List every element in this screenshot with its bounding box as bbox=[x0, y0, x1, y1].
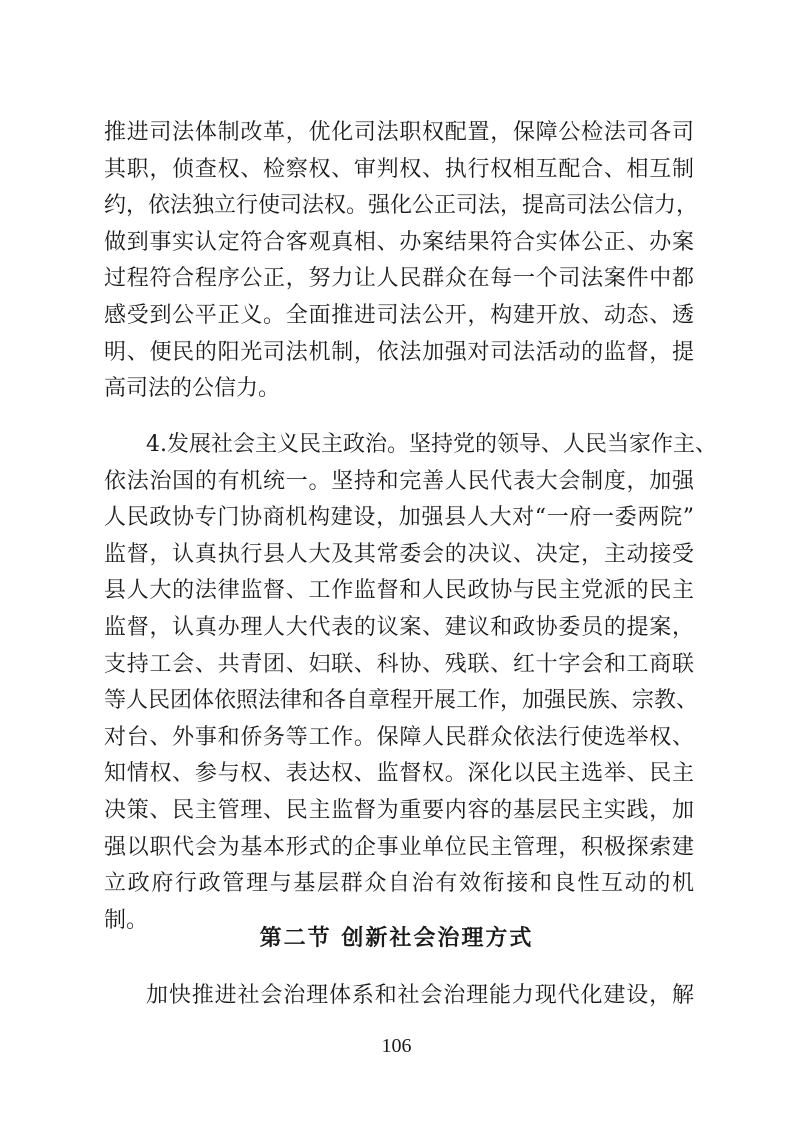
paragraph-line: 立政府行政管理与基层群众自治有效衔接和良性互动的机 bbox=[104, 871, 694, 896]
paragraph-line: 县人大的法律监督、工作监督和人民政协与民主党派的民主 bbox=[104, 578, 694, 603]
paragraph-line: 加快推进社会治理体系和社会治理能力现代化建设，解 bbox=[146, 983, 694, 1008]
paragraph-line: 做到事实认定符合客观真相、办案结果符合实体公正、办案 bbox=[104, 230, 694, 255]
paragraph-line: 监督，认真执行县人大及其常委会的决议、决定，主动接受 bbox=[104, 542, 694, 567]
paragraph-line: 4.发展社会主义民主政治。坚持党的领导、人民当家作主、 bbox=[146, 432, 717, 457]
section-heading: 第二节 创新社会治理方式 bbox=[259, 926, 534, 951]
paragraph-line: 人民政协专门协商机构建设，加强县人大对“一府一委两院” bbox=[104, 505, 694, 530]
paragraph-line: 明、便民的阳光司法机制，依法加强对司法活动的监督，提 bbox=[104, 340, 694, 365]
paragraph-line: 依法治国的有机统一。坚持和完善人民代表大会制度，加强 bbox=[104, 469, 694, 494]
page-number: 106 bbox=[381, 1035, 412, 1057]
paragraph-line: 知情权、参与权、表达权、监督权。深化以民主选举、民主 bbox=[104, 761, 694, 786]
paragraph-line: 高司法的公信力。 bbox=[104, 376, 281, 401]
paragraph-line: 过程符合程序公正，努力让人民群众在每一个司法案件中都 bbox=[104, 266, 694, 291]
paragraph-line: 监督，认真办理人大代表的议案、建议和政协委员的提案， bbox=[104, 615, 694, 640]
paragraph-line: 等人民团体依照法律和各自章程开展工作，加强民族、宗教、 bbox=[104, 688, 699, 713]
paragraph-line: 感受到公平正义。全面推进司法公开，构建开放、动态、透 bbox=[104, 303, 694, 328]
paragraph-line: 决策、民主管理、民主监督为重要内容的基层民主实践，加 bbox=[104, 798, 694, 823]
paragraph-line: 强以职代会为基本形式的企事业单位民主管理，积极探索建 bbox=[104, 835, 694, 860]
paragraph-line: 约，依法独立行使司法权。强化公正司法，提高司法公信力， bbox=[104, 193, 699, 218]
paragraph-line: 制。 bbox=[104, 908, 149, 933]
paragraph-line: 对台、外事和侨务等工作。保障人民群众依法行使选举权、 bbox=[104, 725, 694, 750]
paragraph-line: 其职，侦查权、检察权、审判权、执行权相互配合、相互制 bbox=[104, 157, 694, 182]
paragraph-line: 推进司法体制改革，优化司法职权配置，保障公检法司各司 bbox=[104, 120, 694, 145]
paragraph-line: 支持工会、共青团、妇联、科协、残联、红十字会和工商联 bbox=[104, 652, 694, 677]
